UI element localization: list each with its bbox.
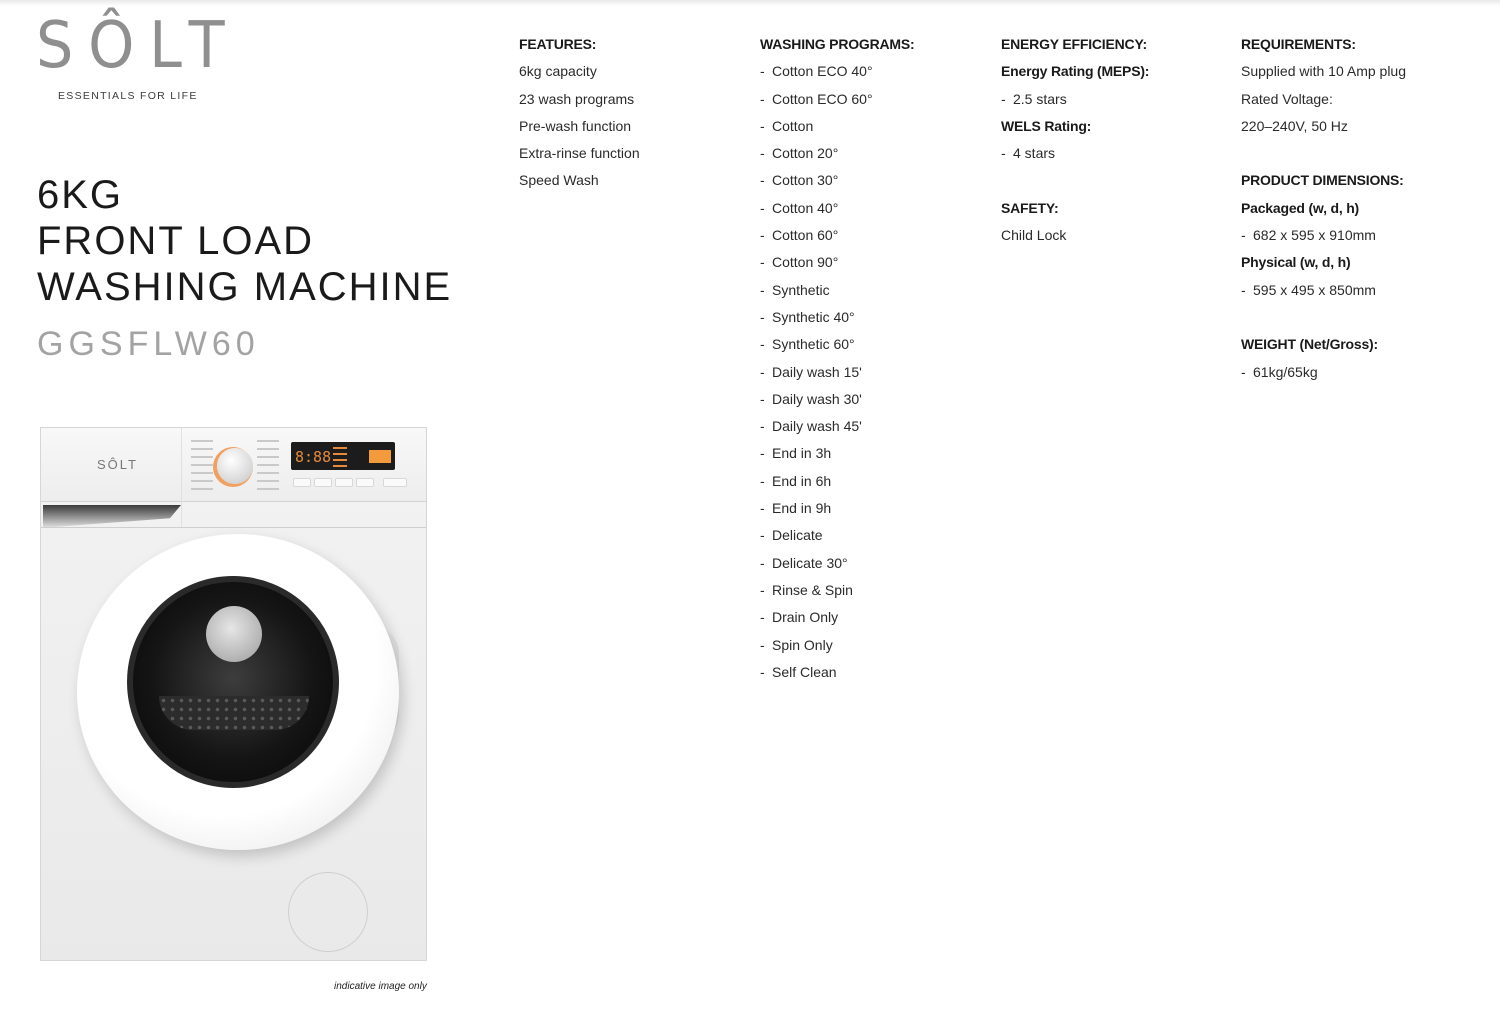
program-item: - Synthetic [760, 281, 830, 298]
packaged-label: Packaged (w, d, h) [1241, 199, 1360, 216]
drum-perforations [159, 696, 309, 730]
program-item: - Cotton 20° [760, 145, 839, 162]
logo-wordmark: SÔLT [36, 9, 240, 83]
energy-heading: ENERGY EFFICIENCY: [1001, 36, 1148, 52]
physical-value: - 595 x 495 x 850mm [1241, 281, 1376, 298]
machine-display [291, 442, 395, 470]
program-dial-icon [217, 448, 253, 484]
program-item: - Synthetic 60° [760, 336, 855, 353]
energy-rating-label: Energy Rating (MEPS): [1001, 63, 1150, 80]
product-title-line: 6KG [37, 173, 124, 217]
display-leds [333, 447, 347, 471]
page-top-edge [0, 0, 1500, 6]
panel-divider [181, 428, 182, 528]
program-item: - Delicate 30° [760, 554, 848, 571]
product-title-block [37, 172, 452, 364]
machine-buttons [293, 474, 410, 492]
energy-rating-value: - 2.5 stars [1001, 90, 1067, 107]
energy-safety-column [1001, 31, 1149, 249]
detergent-drawer-icon [43, 505, 181, 527]
drum-center [206, 606, 262, 662]
image-caption: indicative image only [334, 981, 427, 992]
section-spacer [1241, 304, 1406, 331]
program-item: - Self Clean [760, 663, 837, 680]
machine-control-panel [41, 428, 426, 502]
program-item: - Cotton 60° [760, 227, 839, 244]
voltage-label: Rated Voltage: [1241, 90, 1333, 107]
product-image-washing-machine [40, 427, 427, 961]
program-item: - Cotton ECO 60° [760, 90, 873, 107]
program-item: - End in 3h [760, 445, 832, 462]
product-title-line: FRONT LOAD [37, 219, 315, 263]
feature-item: Extra-rinse function [519, 145, 640, 162]
weight-heading: WEIGHT (Net/Gross): [1241, 336, 1378, 353]
product-title-line: WASHING MACHINE [37, 265, 453, 309]
requirements-heading: REQUIREMENTS: [1241, 36, 1356, 52]
front-divider [41, 527, 426, 528]
program-item: - Delicate [760, 527, 823, 544]
program-item: - Daily wash 45' [760, 418, 862, 435]
feature-item: Pre-wash function [519, 117, 632, 134]
programs-heading: WASHING PROGRAMS: [760, 36, 915, 52]
safety-item: Child Lock [1001, 227, 1067, 244]
program-item: - Synthetic 40° [760, 308, 855, 325]
program-item: - Rinse & Spin [760, 581, 853, 598]
features-column [519, 31, 640, 195]
voltage-value: 220–240V, 50 Hz [1241, 117, 1348, 134]
feature-item: 23 wash programs [519, 90, 635, 107]
program-item: - Cotton ECO 40° [760, 63, 873, 80]
program-item: - Drain Only [760, 609, 839, 626]
requirements-column [1241, 31, 1406, 386]
washing-programs-column [760, 31, 915, 686]
logo-tagline: ESSENTIALS FOR LIFE [58, 90, 198, 102]
program-item: - Daily wash 30' [760, 390, 862, 407]
weight-value: - 61kg/65kg [1241, 363, 1318, 380]
feature-item: 6kg capacity [519, 63, 597, 80]
packaged-value: - 682 x 595 x 910mm [1241, 227, 1376, 244]
wels-rating-value: - 4 stars [1001, 145, 1056, 162]
program-item: - Cotton 40° [760, 199, 839, 216]
program-item: - Cotton 30° [760, 172, 839, 189]
features-heading: FEATURES: [519, 36, 597, 52]
plug-requirement: Supplied with 10 Amp plug [1241, 63, 1406, 80]
dial-labels-right [257, 440, 279, 496]
model-code: GGSFLW60 [37, 325, 260, 363]
safety-heading: SAFETY: [1001, 199, 1059, 216]
machine-panel-logo: SÔLT [97, 457, 138, 472]
program-item: - Cotton [760, 117, 814, 134]
wels-rating-label: WELS Rating: [1001, 117, 1092, 134]
program-item: - Cotton 90° [760, 254, 839, 271]
start-pause-indicator [369, 450, 391, 463]
dial-labels-left [191, 440, 213, 496]
physical-label: Physical (w, d, h) [1241, 254, 1351, 271]
brand-logo [36, 9, 240, 102]
program-item: - End in 6h [760, 472, 832, 489]
program-item: - End in 9h [760, 500, 832, 517]
section-spacer [1241, 140, 1406, 167]
filter-cap-icon [288, 872, 368, 952]
program-item: - Spin Only [760, 636, 833, 653]
section-spacer [1001, 167, 1149, 194]
feature-item: Speed Wash [519, 172, 599, 189]
program-item: - Daily wash 15' [760, 363, 862, 380]
display-digits: 8:88 [295, 448, 332, 466]
dimensions-heading: PRODUCT DIMENSIONS: [1241, 172, 1404, 189]
